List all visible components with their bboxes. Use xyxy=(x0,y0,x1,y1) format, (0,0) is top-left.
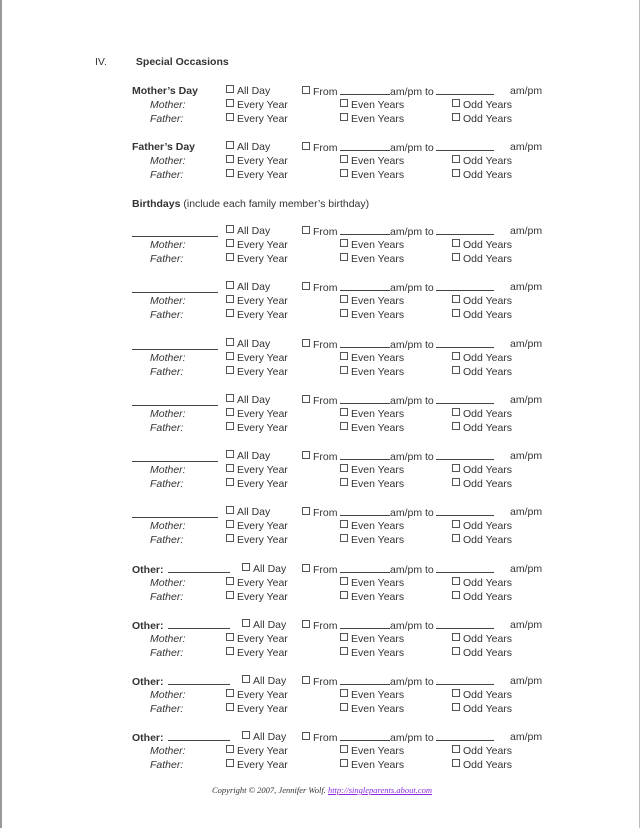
to-time-field[interactable]: am/pm to xyxy=(390,84,494,99)
from-time-field[interactable]: From xyxy=(302,224,390,239)
checkbox-icon[interactable] xyxy=(452,239,460,247)
checkbox-icon[interactable] xyxy=(242,619,250,627)
checkbox-icon[interactable] xyxy=(340,478,348,486)
mother-label: Mother: xyxy=(150,352,186,364)
mother-label: Mother: xyxy=(150,408,186,420)
from-time-field[interactable]: From xyxy=(302,618,390,633)
checkbox-icon[interactable] xyxy=(242,563,250,571)
checkbox-icon[interactable] xyxy=(340,520,348,528)
all-day-option[interactable]: All Day xyxy=(226,84,270,98)
all-day-option[interactable]: All Day xyxy=(226,140,270,154)
checkbox-icon[interactable] xyxy=(302,226,310,234)
checkbox-icon[interactable] xyxy=(452,155,460,163)
checkbox-icon[interactable] xyxy=(226,520,234,528)
even-years-option[interactable]: Even Years xyxy=(340,308,404,322)
birthday-block xyxy=(132,337,562,379)
fathers-day-label: Father’s Day xyxy=(132,141,196,153)
from-time-field[interactable]: From xyxy=(302,674,390,689)
odd-years-option[interactable]: Odd Years xyxy=(452,238,512,252)
checkbox-icon[interactable] xyxy=(226,464,234,472)
even-years-option[interactable]: Even Years xyxy=(340,477,404,491)
every-year-option[interactable]: Every Year xyxy=(226,590,288,604)
checkbox-icon[interactable] xyxy=(226,366,234,374)
other-block xyxy=(132,618,562,660)
birthday-name-field[interactable] xyxy=(132,337,218,350)
all-day-option[interactable]: All Day xyxy=(226,280,270,294)
birthdays-header xyxy=(132,198,369,210)
checkbox-icon[interactable] xyxy=(226,745,234,753)
even-years-option[interactable]: Even Years xyxy=(340,168,404,182)
birthday-block xyxy=(132,505,562,547)
ampm-label: am/pm xyxy=(510,450,543,462)
every-year-option[interactable]: Every Year xyxy=(226,351,288,365)
checkbox-icon[interactable] xyxy=(340,759,348,767)
ampm-label: am/pm xyxy=(510,281,543,293)
from-time-field[interactable]: From xyxy=(302,337,390,352)
mothers-day-block xyxy=(132,84,562,126)
even-years-option[interactable]: Even Years xyxy=(340,112,404,126)
checkbox-icon[interactable] xyxy=(226,169,234,177)
all-day-option[interactable]: All Day xyxy=(226,224,270,238)
ampm-label: am/pm xyxy=(510,85,543,97)
odd-years-option[interactable]: Odd Years xyxy=(452,365,512,379)
checkbox-icon[interactable] xyxy=(242,675,250,683)
other-name-field[interactable]: Other: xyxy=(132,618,230,633)
odd-years-option[interactable]: Odd Years xyxy=(452,533,512,547)
checkbox-icon[interactable] xyxy=(226,85,234,93)
father-label: Father: xyxy=(150,366,184,378)
checkbox-icon[interactable] xyxy=(226,689,234,697)
every-year-option[interactable]: Every Year xyxy=(226,238,288,252)
checkbox-icon[interactable] xyxy=(452,759,460,767)
every-year-option[interactable]: Every Year xyxy=(226,98,288,112)
checkbox-icon[interactable] xyxy=(452,253,460,261)
birthday-block xyxy=(132,224,562,266)
checkbox-icon[interactable] xyxy=(302,620,310,628)
from-time-field[interactable]: From xyxy=(302,280,390,295)
checkbox-icon[interactable] xyxy=(226,99,234,107)
checkbox-icon[interactable] xyxy=(340,633,348,641)
mother-label: Mother: xyxy=(150,577,186,589)
every-year-option[interactable]: Every Year xyxy=(226,407,288,421)
odd-years-option[interactable]: Odd Years xyxy=(452,702,512,716)
checkbox-icon[interactable] xyxy=(452,647,460,655)
checkbox-icon[interactable] xyxy=(302,564,310,572)
ampm-label: am/pm xyxy=(510,731,543,743)
checkbox-icon[interactable] xyxy=(226,422,234,430)
checkbox-icon[interactable] xyxy=(340,169,348,177)
birthdays-note: (include each family member’s birthday) xyxy=(183,198,370,210)
from-time-field[interactable]: From xyxy=(302,730,390,745)
father-label: Father: xyxy=(150,169,184,181)
odd-years-option[interactable]: Odd Years xyxy=(452,632,512,646)
checkbox-icon[interactable] xyxy=(226,155,234,163)
even-years-option[interactable]: Even Years xyxy=(340,365,404,379)
odd-years-option[interactable]: Odd Years xyxy=(452,477,512,491)
even-years-option[interactable]: Even Years xyxy=(340,688,404,702)
checkbox-icon[interactable] xyxy=(226,703,234,711)
to-time-field[interactable]: am/pm to xyxy=(390,280,494,295)
every-year-option[interactable]: Every Year xyxy=(226,533,288,547)
even-years-option[interactable]: Even Years xyxy=(340,632,404,646)
checkbox-icon[interactable] xyxy=(452,366,460,374)
to-time-field[interactable]: am/pm to xyxy=(390,505,494,520)
section-title: Special Occasions xyxy=(135,56,229,68)
father-label: Father: xyxy=(150,422,184,434)
birthday-name-field[interactable] xyxy=(132,505,218,518)
checkbox-icon[interactable] xyxy=(226,338,234,346)
other-block xyxy=(132,562,562,604)
odd-years-option[interactable]: Odd Years xyxy=(452,407,512,421)
every-year-option[interactable]: Every Year xyxy=(226,365,288,379)
even-years-option[interactable]: Even Years xyxy=(340,758,404,772)
father-label: Father: xyxy=(150,591,184,603)
even-years-option[interactable]: Even Years xyxy=(340,98,404,112)
birthdays-title: Birthdays xyxy=(132,198,181,210)
every-year-option[interactable]: Every Year xyxy=(226,477,288,491)
checkbox-icon[interactable] xyxy=(452,295,460,303)
odd-years-option[interactable]: Odd Years xyxy=(452,421,512,435)
checkbox-icon[interactable] xyxy=(226,534,234,542)
ampm-label: am/pm xyxy=(510,506,543,518)
checkbox-icon[interactable] xyxy=(226,450,234,458)
to-time-field[interactable]: am/pm to xyxy=(390,224,494,239)
even-years-option[interactable]: Even Years xyxy=(340,590,404,604)
checkbox-icon[interactable] xyxy=(452,745,460,753)
father-label: Father: xyxy=(150,703,184,715)
mother-label: Mother: xyxy=(150,155,186,167)
checkbox-icon[interactable] xyxy=(340,113,348,121)
copyright-text: Copyright © 2007, Jennifer Wolf. xyxy=(212,785,326,795)
checkbox-icon[interactable] xyxy=(340,703,348,711)
every-year-option[interactable]: Every Year xyxy=(226,252,288,266)
even-years-option[interactable]: Even Years xyxy=(340,154,404,168)
checkbox-icon[interactable] xyxy=(340,352,348,360)
ampm-label: am/pm xyxy=(510,141,543,153)
checkbox-icon[interactable] xyxy=(226,281,234,289)
ampm-label: am/pm xyxy=(510,338,543,350)
checkbox-icon[interactable] xyxy=(226,394,234,402)
even-years-option[interactable]: Even Years xyxy=(340,294,404,308)
even-years-option[interactable]: Even Years xyxy=(340,407,404,421)
checkbox-icon[interactable] xyxy=(242,731,250,739)
checkbox-icon[interactable] xyxy=(452,534,460,542)
checkbox-icon[interactable] xyxy=(452,464,460,472)
checkbox-icon[interactable] xyxy=(340,422,348,430)
from-time-field[interactable]: From xyxy=(302,562,390,577)
checkbox-icon[interactable] xyxy=(226,309,234,317)
checkbox-icon[interactable] xyxy=(226,352,234,360)
mother-label: Mother: xyxy=(150,520,186,532)
checkbox-icon[interactable] xyxy=(302,507,310,515)
checkbox-icon[interactable] xyxy=(340,99,348,107)
checkbox-icon[interactable] xyxy=(226,759,234,767)
mother-label: Mother: xyxy=(150,99,186,111)
even-years-option[interactable]: Even Years xyxy=(340,252,404,266)
odd-years-option[interactable]: Odd Years xyxy=(452,590,512,604)
checkbox-icon[interactable] xyxy=(302,732,310,740)
checkbox-icon[interactable] xyxy=(226,478,234,486)
father-label: Father: xyxy=(150,478,184,490)
checkbox-icon[interactable] xyxy=(452,169,460,177)
every-year-option[interactable]: Every Year xyxy=(226,421,288,435)
even-years-option[interactable]: Even Years xyxy=(340,351,404,365)
even-years-option[interactable]: Even Years xyxy=(340,519,404,533)
other-name-field[interactable]: Other: xyxy=(132,562,230,577)
other-block xyxy=(132,730,562,772)
father-label: Father: xyxy=(150,647,184,659)
checkbox-icon[interactable] xyxy=(226,647,234,655)
all-day-option[interactable]: All Day xyxy=(226,505,270,519)
father-label: Father: xyxy=(150,253,184,265)
ampm-label: am/pm xyxy=(510,619,543,631)
birthday-name-field[interactable] xyxy=(132,280,218,293)
odd-years-option[interactable]: Odd Years xyxy=(452,308,512,322)
checkbox-icon[interactable] xyxy=(226,506,234,514)
checkbox-icon[interactable] xyxy=(302,395,310,403)
to-time-field[interactable]: am/pm to xyxy=(390,562,494,577)
every-year-option[interactable]: Every Year xyxy=(226,519,288,533)
odd-years-option[interactable]: Odd Years xyxy=(452,744,512,758)
mother-label: Mother: xyxy=(150,295,186,307)
ampm-label: am/pm xyxy=(510,675,543,687)
checkbox-icon[interactable] xyxy=(340,647,348,655)
odd-years-option[interactable]: Odd Years xyxy=(452,576,512,590)
every-year-option[interactable]: Every Year xyxy=(226,632,288,646)
other-name-field[interactable]: Other: xyxy=(132,730,230,745)
every-year-option[interactable]: Every Year xyxy=(226,744,288,758)
father-label: Father: xyxy=(150,309,184,321)
to-time-field[interactable]: am/pm to xyxy=(390,449,494,464)
even-years-option[interactable]: Even Years xyxy=(340,646,404,660)
odd-years-option[interactable]: Odd Years xyxy=(452,758,512,772)
checkbox-icon[interactable] xyxy=(302,86,310,94)
odd-years-option[interactable]: Odd Years xyxy=(452,98,512,112)
father-label: Father: xyxy=(150,534,184,546)
checkbox-icon[interactable] xyxy=(452,352,460,360)
odd-years-option[interactable]: Odd Years xyxy=(452,688,512,702)
checkbox-icon[interactable] xyxy=(452,703,460,711)
father-label: Father: xyxy=(150,759,184,771)
every-year-option[interactable]: Every Year xyxy=(226,646,288,660)
even-years-option[interactable]: Even Years xyxy=(340,576,404,590)
to-time-field[interactable]: am/pm to xyxy=(390,730,494,745)
odd-years-option[interactable]: Odd Years xyxy=(452,168,512,182)
checkbox-icon[interactable] xyxy=(340,534,348,542)
every-year-option[interactable]: Every Year xyxy=(226,576,288,590)
from-time-field[interactable]: From xyxy=(302,393,390,408)
checkbox-icon[interactable] xyxy=(452,422,460,430)
fathers-day-block xyxy=(132,140,562,182)
birthday-block xyxy=(132,449,562,491)
checkbox-icon[interactable] xyxy=(340,155,348,163)
checkbox-icon[interactable] xyxy=(226,239,234,247)
all-day-option[interactable]: All Day xyxy=(226,393,270,407)
checkbox-icon[interactable] xyxy=(340,366,348,374)
checkbox-icon[interactable] xyxy=(452,113,460,121)
checkbox-icon[interactable] xyxy=(452,478,460,486)
odd-years-option[interactable]: Odd Years xyxy=(452,351,512,365)
section-number: IV. xyxy=(95,56,107,68)
checkbox-icon[interactable] xyxy=(226,295,234,303)
mother-label: Mother: xyxy=(150,464,186,476)
ampm-label: am/pm xyxy=(510,394,543,406)
birthday-name-field[interactable] xyxy=(132,224,218,237)
to-time-field[interactable]: am/pm to xyxy=(390,674,494,689)
from-time-field[interactable]: From xyxy=(302,449,390,464)
to-time-field[interactable]: am/pm to xyxy=(390,618,494,633)
mothers-day-label: Mother’s Day xyxy=(132,85,198,97)
every-year-option[interactable]: Every Year xyxy=(226,758,288,772)
every-year-option[interactable]: Every Year xyxy=(226,702,288,716)
all-day-option[interactable]: All Day xyxy=(242,562,286,576)
checkbox-icon[interactable] xyxy=(340,577,348,585)
father-label: Father: xyxy=(150,113,184,125)
even-years-option[interactable]: Even Years xyxy=(340,238,404,252)
checkbox-icon[interactable] xyxy=(452,99,460,107)
ampm-label: am/pm xyxy=(510,225,543,237)
checkbox-icon[interactable] xyxy=(452,591,460,599)
from-time-field[interactable]: From xyxy=(302,505,390,520)
odd-years-option[interactable]: Odd Years xyxy=(452,463,512,477)
from-time-field[interactable]: From xyxy=(302,140,390,155)
every-year-option[interactable]: Every Year xyxy=(226,463,288,477)
all-day-option[interactable]: All Day xyxy=(242,618,286,632)
checkbox-icon[interactable] xyxy=(452,689,460,697)
checkbox-icon[interactable] xyxy=(226,253,234,261)
every-year-option[interactable]: Every Year xyxy=(226,308,288,322)
section-header xyxy=(95,56,229,68)
every-year-option[interactable]: Every Year xyxy=(226,294,288,308)
other-block xyxy=(132,674,562,716)
mother-label: Mother: xyxy=(150,745,186,757)
checkbox-icon[interactable] xyxy=(340,464,348,472)
mother-label: Mother: xyxy=(150,633,186,645)
mother-label: Mother: xyxy=(150,239,186,251)
odd-years-option[interactable]: Odd Years xyxy=(452,294,512,308)
all-day-option[interactable]: All Day xyxy=(242,674,286,688)
checkbox-icon[interactable] xyxy=(340,408,348,416)
even-years-option[interactable]: Even Years xyxy=(340,702,404,716)
checkbox-icon[interactable] xyxy=(340,309,348,317)
birthday-block xyxy=(132,280,562,322)
checkbox-icon[interactable] xyxy=(340,591,348,599)
even-years-option[interactable]: Even Years xyxy=(340,744,404,758)
checkbox-icon[interactable] xyxy=(452,633,460,641)
even-years-option[interactable]: Even Years xyxy=(340,421,404,435)
odd-years-option[interactable]: Odd Years xyxy=(452,252,512,266)
all-day-option[interactable]: All Day xyxy=(242,730,286,744)
checkbox-icon[interactable] xyxy=(452,577,460,585)
checkbox-icon[interactable] xyxy=(302,451,310,459)
checkbox-icon[interactable] xyxy=(452,520,460,528)
ampm-label: am/pm xyxy=(510,563,543,575)
checkbox-icon[interactable] xyxy=(302,676,310,684)
checkbox-icon[interactable] xyxy=(226,113,234,121)
mother-label: Mother: xyxy=(150,689,186,701)
odd-years-option[interactable]: Odd Years xyxy=(452,112,512,126)
all-day-option[interactable]: All Day xyxy=(226,337,270,351)
checkbox-icon[interactable] xyxy=(340,239,348,247)
birthday-name-field[interactable] xyxy=(132,449,218,462)
odd-years-option[interactable]: Odd Years xyxy=(452,154,512,168)
to-time-field[interactable]: am/pm to xyxy=(390,140,494,155)
to-time-field[interactable]: am/pm to xyxy=(390,393,494,408)
other-name-field[interactable]: Other: xyxy=(132,674,230,689)
checkbox-icon[interactable] xyxy=(302,282,310,290)
even-years-option[interactable]: Even Years xyxy=(340,533,404,547)
checkbox-icon[interactable] xyxy=(340,745,348,753)
checkbox-icon[interactable] xyxy=(302,142,310,150)
odd-years-option[interactable]: Odd Years xyxy=(452,519,512,533)
every-year-option[interactable]: Every Year xyxy=(226,168,288,182)
checkbox-icon[interactable] xyxy=(340,253,348,261)
checkbox-icon[interactable] xyxy=(226,225,234,233)
footer xyxy=(2,785,640,795)
checkbox-icon[interactable] xyxy=(226,633,234,641)
checkbox-icon[interactable] xyxy=(226,408,234,416)
checkbox-icon[interactable] xyxy=(340,295,348,303)
birthday-name-field[interactable] xyxy=(132,393,218,406)
birthday-block xyxy=(132,393,562,435)
footer-link[interactable]: http://singleparents.about.com xyxy=(327,785,432,795)
checkbox-icon[interactable] xyxy=(452,408,460,416)
checkbox-icon[interactable] xyxy=(452,309,460,317)
checkbox-icon[interactable] xyxy=(226,591,234,599)
checkbox-icon[interactable] xyxy=(226,141,234,149)
every-year-option[interactable]: Every Year xyxy=(226,112,288,126)
checkbox-icon[interactable] xyxy=(302,339,310,347)
every-year-option[interactable]: Every Year xyxy=(226,154,288,168)
all-day-option[interactable]: All Day xyxy=(226,449,270,463)
checkbox-icon[interactable] xyxy=(226,577,234,585)
checkbox-icon[interactable] xyxy=(340,689,348,697)
every-year-option[interactable]: Every Year xyxy=(226,688,288,702)
to-time-field[interactable]: am/pm to xyxy=(390,337,494,352)
even-years-option[interactable]: Even Years xyxy=(340,463,404,477)
from-time-field[interactable]: From xyxy=(302,84,390,99)
odd-years-option[interactable]: Odd Years xyxy=(452,646,512,660)
